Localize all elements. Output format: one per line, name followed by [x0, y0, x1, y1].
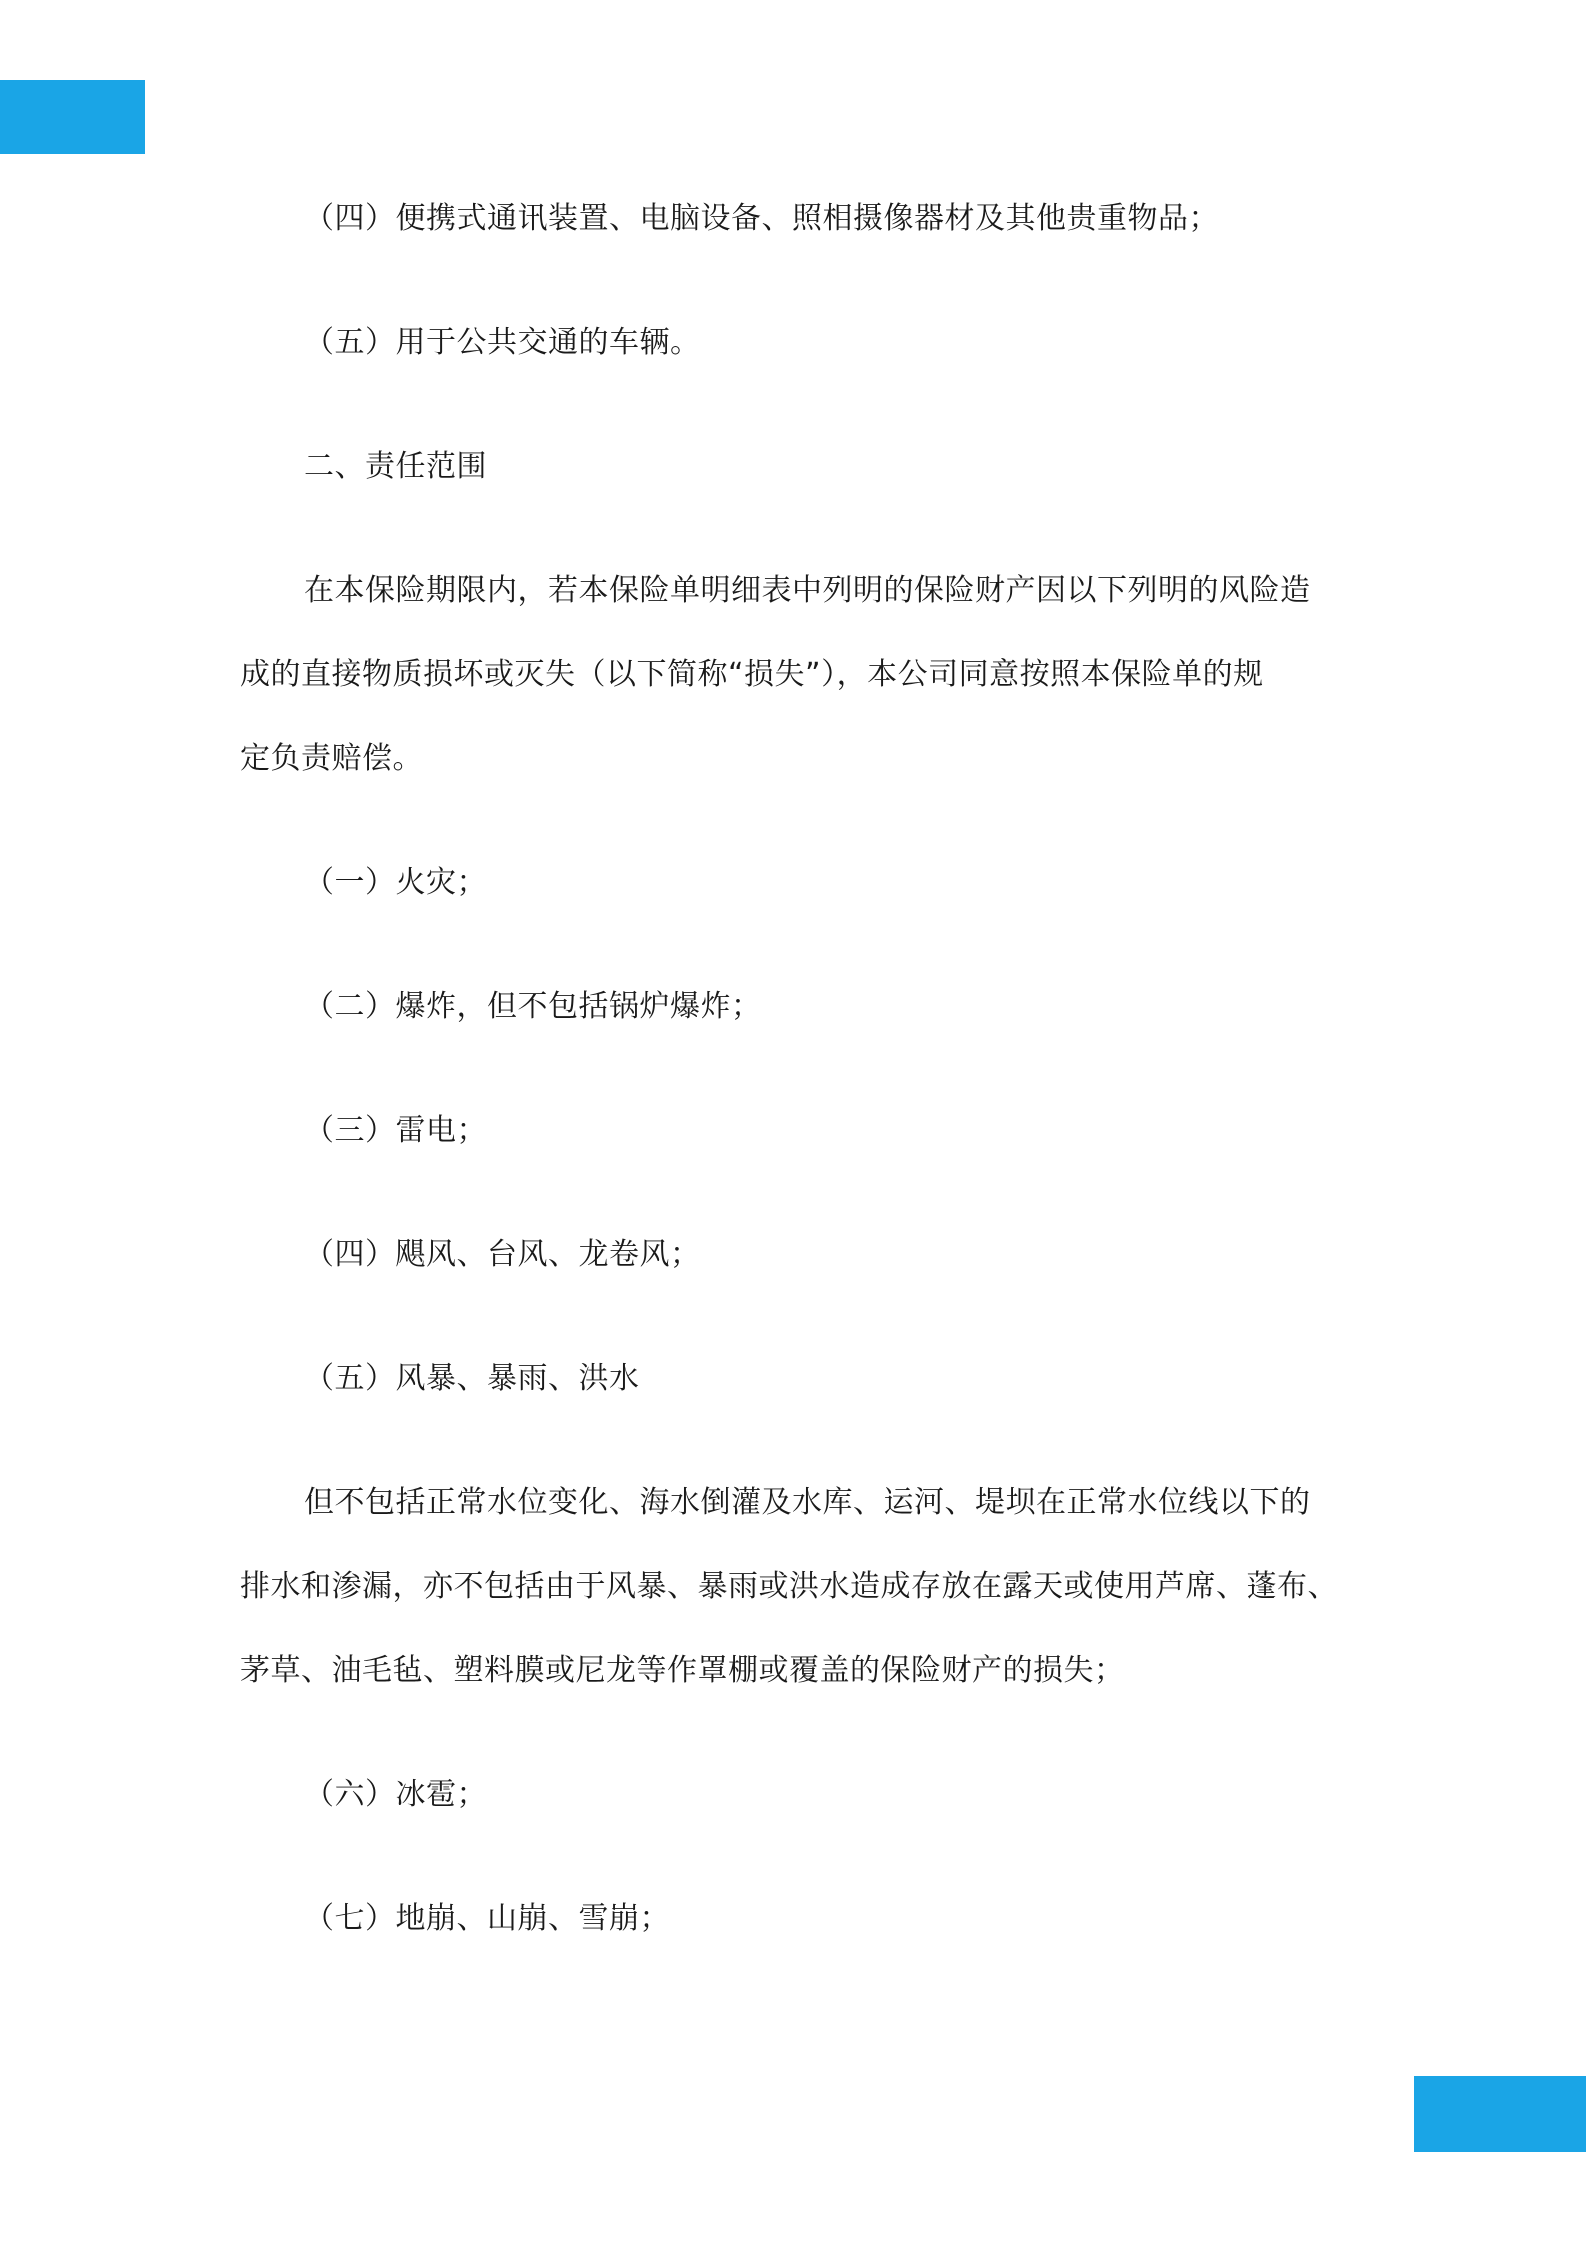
text-line: 但不包括正常水位变化、海水倒灌及水库、运河、堤坝在正常水位线以下的: [304, 1485, 1311, 1520]
document-page: [240, 198, 1350, 2022]
list-item: （二）爆炸，但不包括锅炉爆炸；: [304, 989, 762, 1024]
text-line: 定负责赔偿。: [240, 741, 423, 776]
body-paragraph: [240, 1461, 1350, 1713]
list-item: （三）雷电；: [304, 1113, 487, 1148]
text-line: 茅草、油毛毡、塑料膜或尼龙等作罩棚或覆盖的保险财产的损失；: [240, 1653, 1125, 1688]
text-line: 排水和渗漏，亦不包括由于风暴、暴雨或洪水造成存放在露天或使用芦席、蓬布、: [240, 1569, 1338, 1604]
bottom-corner-tab: [1414, 2076, 1586, 2152]
list-item: （四）便携式通讯装置、电脑设备、照相摄像器材及其他贵重物品；: [304, 201, 1219, 236]
list-item: （一）火灾；: [304, 865, 487, 900]
text-line: 成的直接物质损坏或灭失（以下简称“损失”），本公司同意按照本保险单的规: [240, 657, 1264, 692]
text-line: 在本保险期限内，若本保险单明细表中列明的保险财产因以下列明的风险造: [304, 573, 1311, 608]
list-item: （六）冰雹；: [304, 1777, 487, 1812]
section-heading: 二、责任范围: [304, 449, 487, 484]
body-paragraph: [240, 549, 1350, 801]
list-item: （五）用于公共交通的车辆。: [304, 325, 701, 360]
list-item: （四）飓风、台风、龙卷风；: [304, 1237, 701, 1272]
top-corner-tab: [0, 80, 145, 154]
list-item: （五）风暴、暴雨、洪水: [304, 1361, 640, 1396]
list-item: （七）地崩、山崩、雪崩；: [304, 1901, 670, 1936]
